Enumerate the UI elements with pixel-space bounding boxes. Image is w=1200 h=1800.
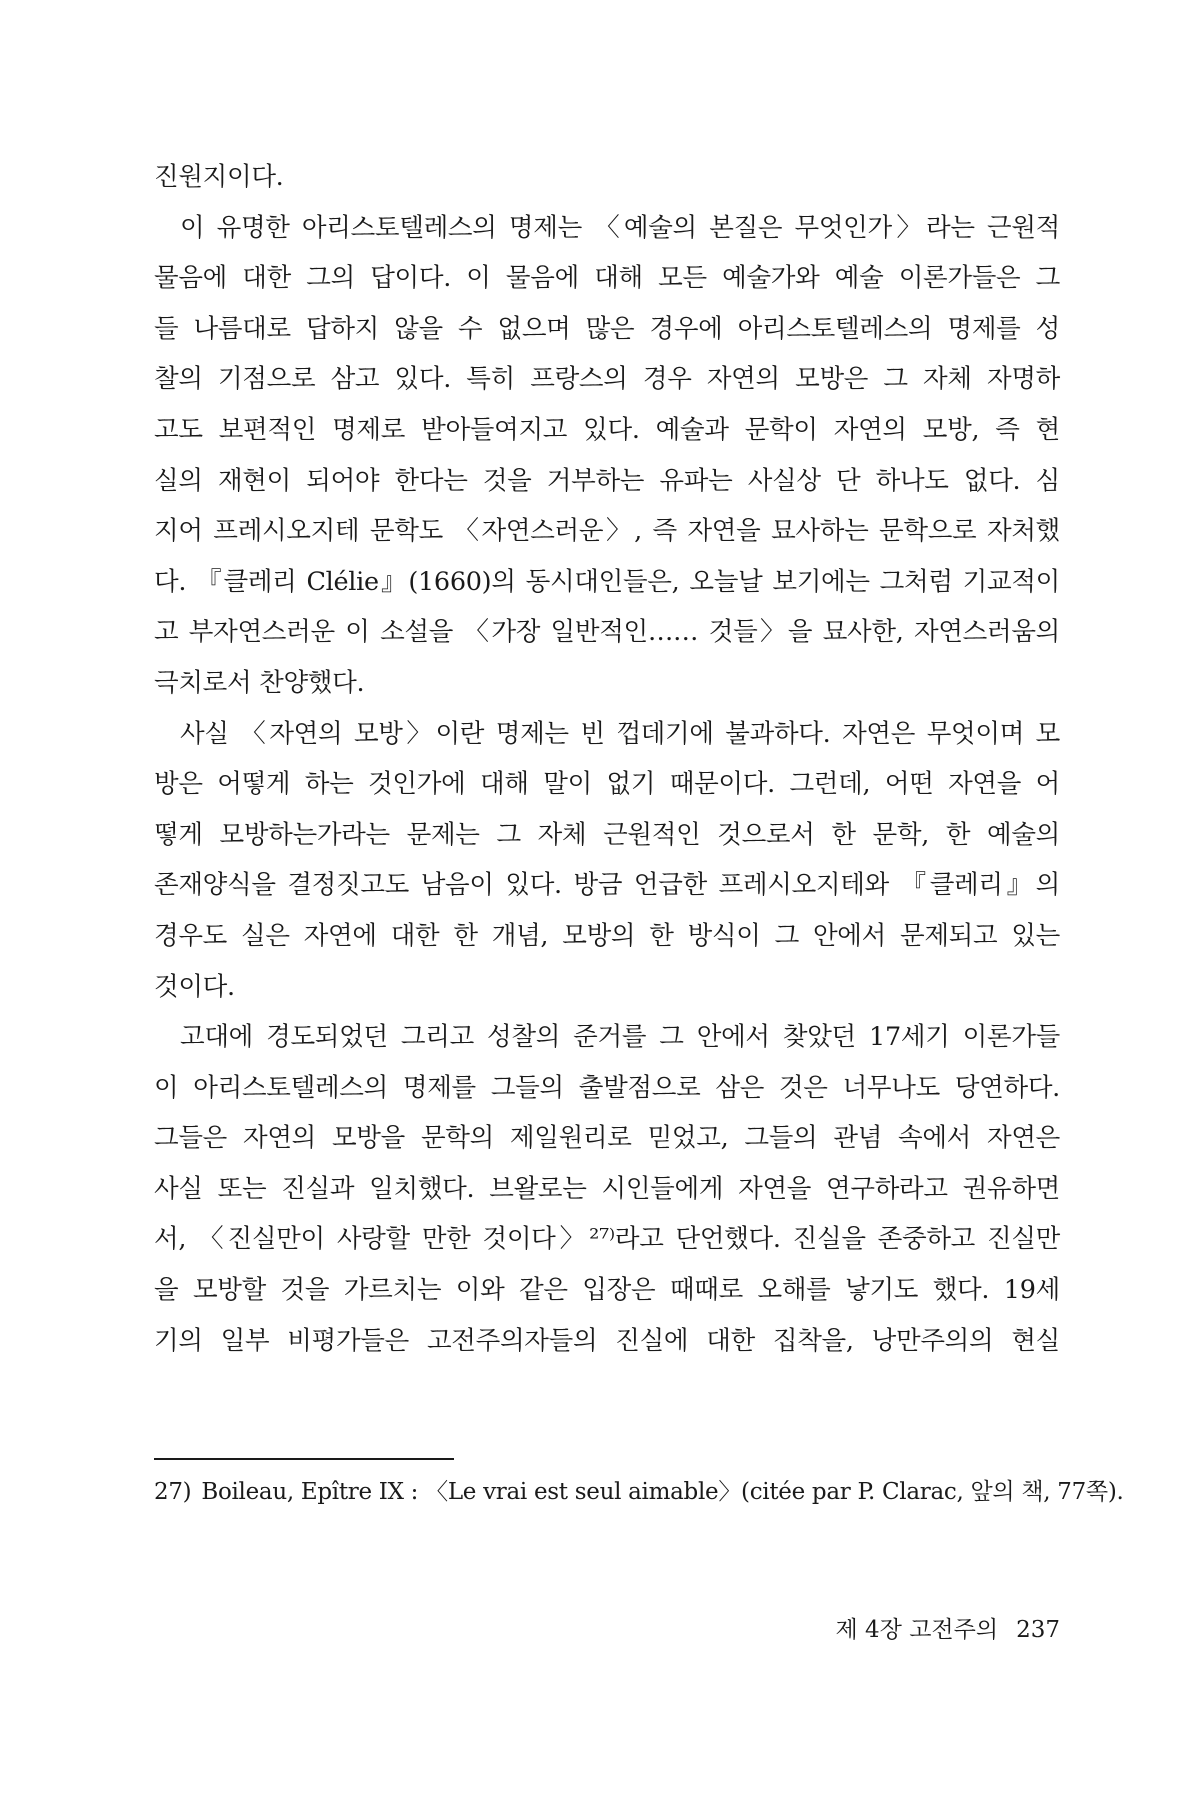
- page-number: 237: [1016, 1617, 1060, 1643]
- text-line: 방은 어떻게 하는 것인가에 대해 말이 없기 때문이다. 그런데, 어떤 자연을 어: [154, 769, 1060, 800]
- text-line: 을 모방할 것을 가르치는 이와 같은 입장은 때때로 오해를 낳기도 했다. 19세: [154, 1275, 1060, 1306]
- text-line: 것이다.: [154, 971, 235, 1002]
- text-line: 이 아리스토텔레스의 명제를 그들의 출발점으로 삼은 것은 너무나도 당연하다.: [154, 1072, 1060, 1103]
- text-line: 존재양식을 결정짓고도 남음이 있다. 방금 언급한 프레시오지테와 『클레리』의: [154, 870, 1060, 901]
- text-line: 다. 『클레리 Clélie』(1660)의 동시대인들은, 오늘날 보기에는 그처럼 기교적이: [154, 566, 1060, 597]
- text-line: 실의 재현이 되어야 한다는 것을 거부하는 유파는 사실상 단 하나도 없다. 심: [154, 465, 1060, 496]
- text-line: 고대에 경도되었던 그리고 성찰의 준거를 그 안에서 찾았던 17세기 이론가들: [180, 1022, 1060, 1053]
- text-line: 사실 또는 진실과 일치했다. 브왈로는 시인들에게 자연을 연구하라고 권유하면: [154, 1173, 1060, 1204]
- footnote: [154, 1472, 1124, 1512]
- chapter-title: 제 4장 고전주의: [835, 1617, 999, 1643]
- text-line: 서, 〈진실만이 사랑할 만한 것이다〉²⁷⁾라고 단언했다. 진실을 존중하고 진실만: [154, 1224, 1060, 1255]
- text-line: 사실 〈자연의 모방〉이란 명제는 빈 껍데기에 불과하다. 자연은 무엇이며 모: [180, 718, 1060, 749]
- text-line: 물음에 대한 그의 답이다. 이 물음에 대해 모든 예술가와 예술 이론가들은 그: [154, 263, 1060, 294]
- text-line: 찰의 기점으로 삼고 있다. 특히 프랑스의 경우 자연의 모방은 그 자체 자명하: [154, 364, 1060, 395]
- text-line: 진원지이다.: [154, 162, 284, 192]
- text-line: 극치로서 찬양했다.: [154, 667, 365, 698]
- footnote-text: Boileau, Epître IX : 〈Le vrai est seul aimable〉(citée par P. Clarac, 앞의 책, 77쪽).: [201, 1479, 1124, 1505]
- text-line: 경우도 실은 자연에 대한 한 개념, 모방의 한 방식이 그 안에서 문제되고 있는: [154, 920, 1060, 951]
- body-text: [154, 152, 1060, 1366]
- text-line: 기의 일부 비평가들은 고전주의자들의 진실에 대한 집착을, 낭만주의의 현실: [154, 1325, 1060, 1356]
- text-line: 그들은 자연의 모방을 문학의 제일원리로 믿었고, 그들의 관념 속에서 자연은: [154, 1123, 1060, 1154]
- text-line: 고도 보편적인 명제로 받아들여지고 있다. 예술과 문학이 자연의 모방, 즉 현: [154, 414, 1060, 445]
- text-line: 지어 프레시오지테 문학도 〈자연스러운〉, 즉 자연을 묘사하는 문학으로 자처했: [154, 516, 1060, 547]
- footnote-number: 27): [154, 1479, 192, 1505]
- running-footer: [700, 1613, 1060, 1647]
- text-line: 이 유명한 아리스토텔레스의 명제는 〈예술의 본질은 무엇인가〉라는 근원적: [180, 212, 1060, 243]
- text-line: 고 부자연스러운 이 소설을 〈가장 일반적인…… 것들〉을 묘사한, 자연스러움의: [154, 617, 1060, 648]
- text-line: 떻게 모방하는가라는 문제는 그 자체 근원적인 것으로서 한 문학, 한 예술의: [154, 819, 1060, 850]
- text-line: 들 나름대로 답하지 않을 수 없으며 많은 경우에 아리스토텔레스의 명제를 성: [154, 313, 1060, 344]
- footnote-divider: [154, 1458, 454, 1460]
